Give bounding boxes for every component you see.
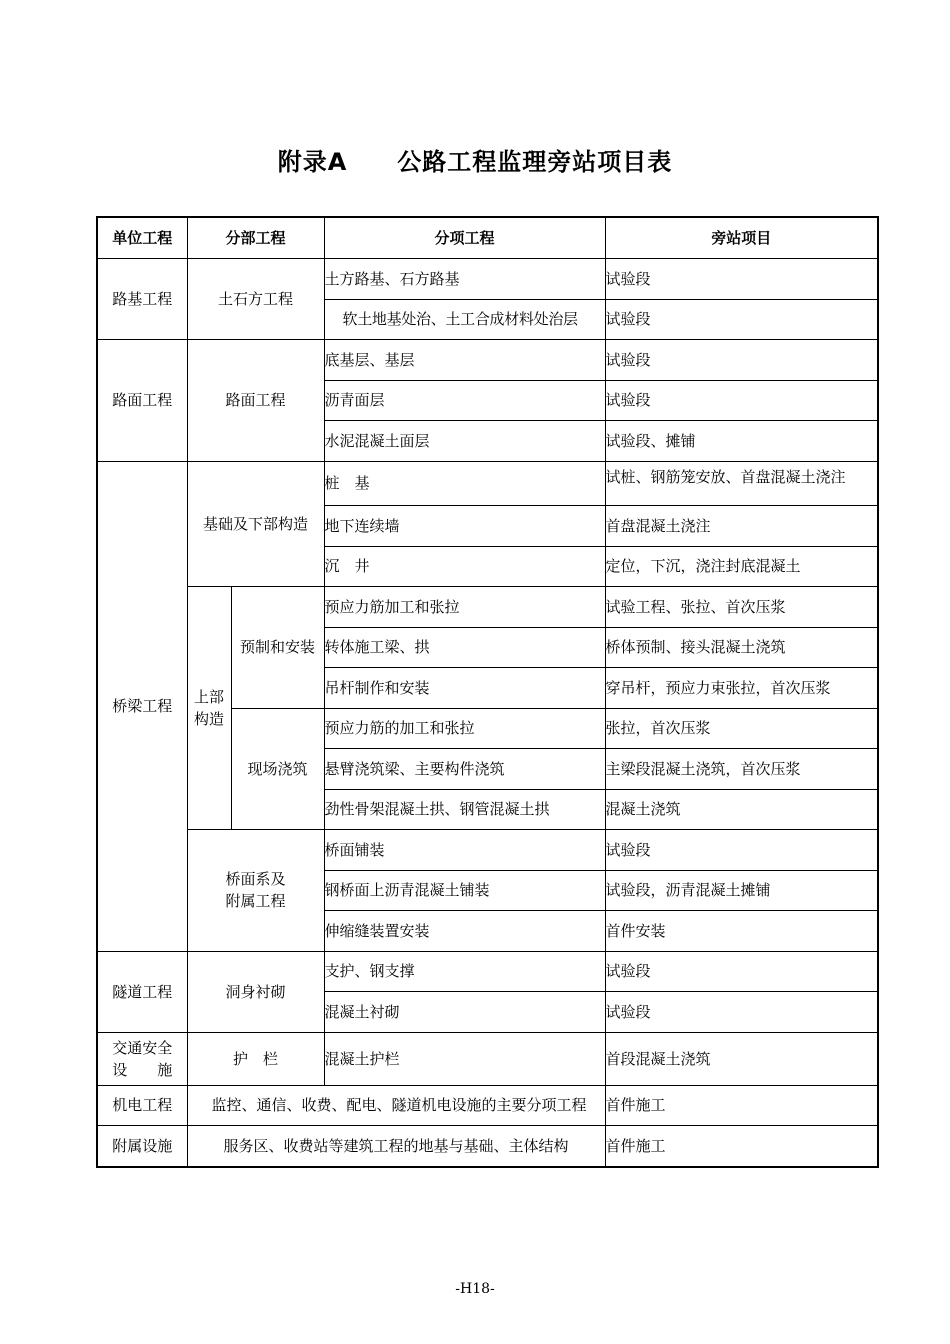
header-part: 分部工程: [187, 217, 324, 259]
station-cell: 试验段: [605, 299, 878, 340]
item-cell: 底基层、基层: [324, 340, 605, 381]
item-cell: 劲性骨架混凝土拱、钢管混凝土拱: [324, 789, 605, 830]
item-cell: 土方路基、石方路基: [324, 259, 605, 300]
station-cell: 试验段: [605, 951, 878, 992]
station-cell: 试验段: [605, 259, 878, 300]
page-number: -H18-: [455, 1281, 495, 1297]
item-cell-wide: 监控、通信、收费、配电、隧道机电设施的主要分项工程: [187, 1085, 605, 1126]
item-cell: 伸缩缝装置安装: [324, 911, 605, 952]
station-cell: 试验段，沥青混凝土摊铺: [605, 870, 878, 911]
table-row: [97, 340, 878, 381]
station-cell: 首件施工: [605, 1126, 878, 1167]
unit-cell: 桥梁工程: [97, 461, 187, 951]
part-cell-super: [187, 587, 231, 830]
station-cell: 首盘混凝土浇注: [605, 506, 878, 547]
table-row: [97, 461, 878, 506]
unit-cell: 路基工程: [97, 259, 187, 340]
station-cell: 定位，下沉，浇注封底混凝土: [605, 546, 878, 587]
station-text: 试桩、钢筋笼安放、首盘混凝土浇注: [605, 467, 846, 486]
part-cell: 土石方工程: [187, 259, 324, 340]
station-cell: 张拉，首次压浆: [605, 708, 878, 749]
part-cell: 基础及下部构造: [187, 461, 324, 587]
station-cell: 混凝土浇筑: [605, 789, 878, 830]
item-cell: 钢桥面上沥青混凝土铺装: [324, 870, 605, 911]
table-row: [97, 830, 878, 871]
station-cell: 试验工程、张拉、首次压浆: [605, 587, 878, 628]
item-cell-wide: 服务区、收费站等建筑工程的地基与基础、主体结构: [187, 1126, 605, 1167]
unit-cell-traffic: [97, 1032, 187, 1085]
station-cell: 穿吊杆，预应力束张拉，首次压浆: [605, 668, 878, 709]
item-cell: 水泥混凝土面层: [324, 421, 605, 462]
subpart-cell: 现场浇筑: [231, 708, 324, 830]
item-cell: 转体施工梁、拱: [324, 627, 605, 668]
item-cell: 软土地基处治、土工合成材料处治层: [324, 299, 605, 340]
station-cell: 首段混凝土浇筑: [605, 1032, 878, 1085]
item-cell: 预应力筋的加工和张拉: [324, 708, 605, 749]
station-cell: 试验段: [605, 830, 878, 871]
table-row: [97, 1032, 878, 1085]
station-cell: 主梁段混凝土浇筑，首次压浆: [605, 749, 878, 790]
supervision-table: [96, 216, 879, 1168]
item-cell: 混凝土护栏: [324, 1032, 605, 1085]
super-line-2: 构造: [193, 710, 224, 728]
station-cell: 试验段: [605, 340, 878, 381]
super-line-1: 上部: [193, 688, 224, 706]
station-cell: 试验段、摊铺: [605, 421, 878, 462]
table-row: [97, 1085, 878, 1126]
unit-cell: 附属设施: [97, 1126, 187, 1167]
unit-cell: 机电工程: [97, 1085, 187, 1126]
part-cell: 路面工程: [187, 340, 324, 462]
unit-cell: 路面工程: [97, 340, 187, 462]
header-unit: 单位工程: [97, 217, 187, 259]
header-item: 分项工程: [324, 217, 605, 259]
part-cell-deck: [187, 830, 324, 952]
item-cell: 混凝土衬砌: [324, 992, 605, 1033]
deck-line-2: 附属工程: [225, 892, 286, 911]
item-cell: 地下连续墙: [324, 506, 605, 547]
table-row: [97, 587, 878, 628]
item-cell: 沥青面层: [324, 380, 605, 421]
part-cell: 护 栏: [187, 1032, 324, 1085]
station-cell: [605, 461, 878, 506]
header-row: [97, 217, 878, 259]
traffic-line-2: 设 施: [112, 1060, 173, 1079]
table-row: [97, 1126, 878, 1167]
station-cell: 试验段: [605, 992, 878, 1033]
item-cell: 沉 井: [324, 546, 605, 587]
subpart-cell: 预制和安装: [231, 587, 324, 709]
deck-line-1: 桥面系及: [225, 870, 286, 889]
station-cell: 试验段: [605, 380, 878, 421]
header-station: 旁站项目: [605, 217, 878, 259]
table-row: [97, 259, 878, 300]
unit-cell: 隧道工程: [97, 951, 187, 1032]
table-row: [97, 951, 878, 992]
item-cell: 吊杆制作和安装: [324, 668, 605, 709]
traffic-line-1: 交通安全: [112, 1038, 173, 1057]
page-title: 附录A 公路工程监理旁站项目表: [277, 148, 673, 176]
station-cell: 首件施工: [605, 1085, 878, 1126]
item-cell: 桥面铺装: [324, 830, 605, 871]
item-cell: 支护、钢支撑: [324, 951, 605, 992]
part-cell: 洞身衬砌: [187, 951, 324, 1032]
station-cell: 首件安装: [605, 911, 878, 952]
item-cell: 桩 基: [324, 461, 605, 506]
station-cell: 桥体预制、接头混凝土浇筑: [605, 627, 878, 668]
item-cell: 预应力筋加工和张拉: [324, 587, 605, 628]
item-cell: 悬臂浇筑梁、主要构件浇筑: [324, 749, 605, 790]
